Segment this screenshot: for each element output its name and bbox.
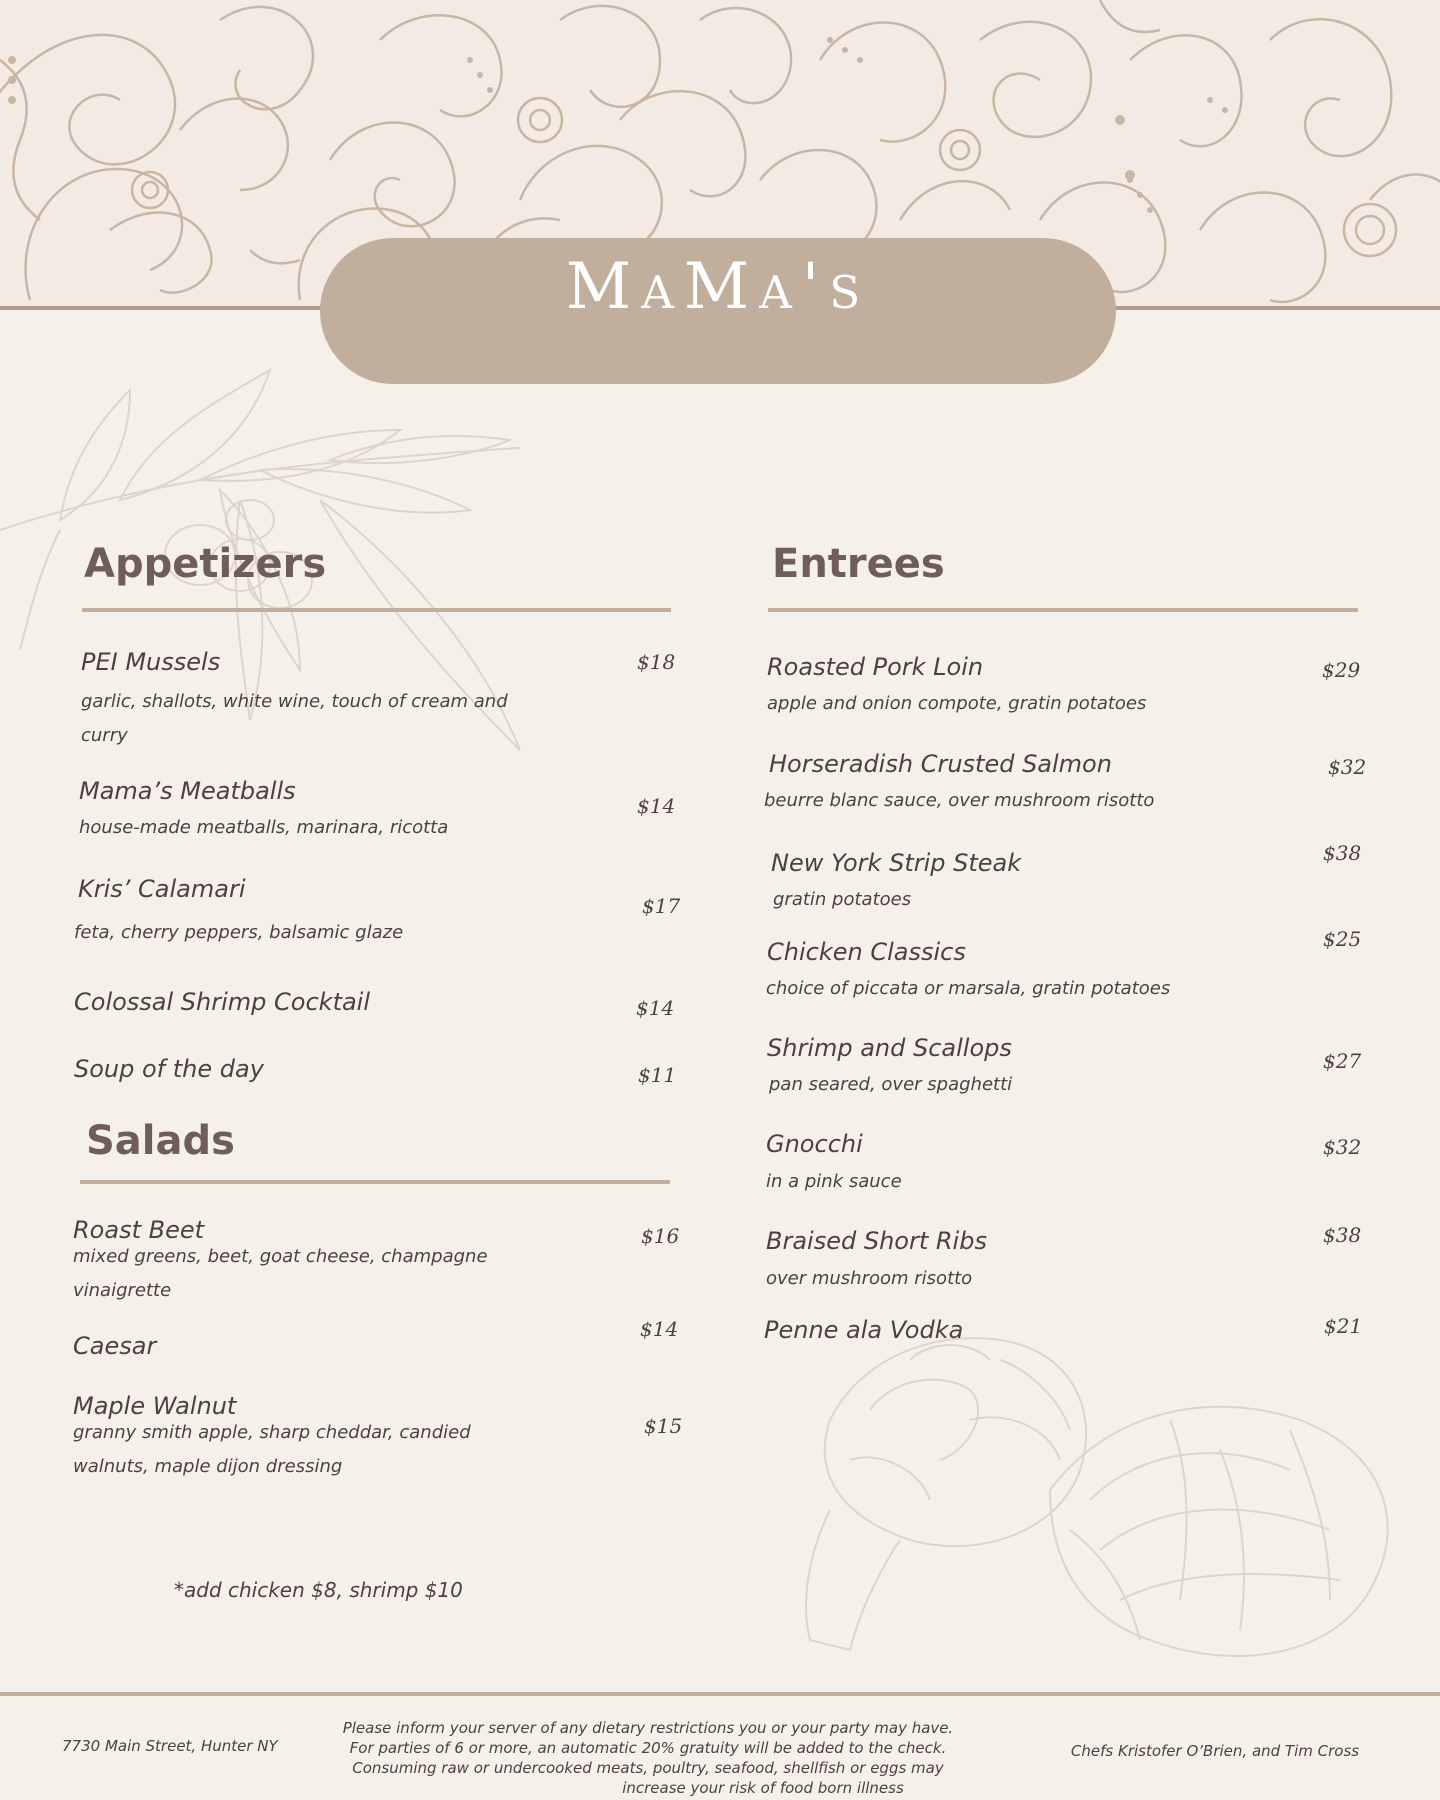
item-name: Gnocchi — [766, 1130, 863, 1158]
item-name: Horseradish Crusted Salmon — [769, 750, 1112, 778]
notice-line: Consuming raw or undercooked meats, poultry, seafood, shellfish or eggs may — [352, 1759, 944, 1777]
menu-item — [74, 875, 681, 955]
item-description: gratin potatoes — [773, 889, 912, 910]
item-description: apple and onion compote, gratin potatoes — [767, 693, 1147, 714]
menu-item — [79, 777, 676, 847]
menu-item — [771, 841, 1367, 921]
menu-item — [73, 1392, 683, 1492]
pattern-dots — [8, 37, 1228, 213]
notice-line: For parties of 6 or more, an automatic 20% gratuity will be added to the check. — [349, 1739, 947, 1757]
item-price: $25 — [1323, 927, 1362, 951]
dietary-notice — [300, 1718, 996, 1798]
section-title-salads: Salads — [86, 1118, 235, 1164]
item-name: Maple Walnut — [73, 1392, 237, 1420]
item-price: $29 — [1322, 658, 1361, 682]
item-price: $38 — [1323, 1223, 1362, 1247]
item-description: feta, cherry peppers, balsamic glaze — [74, 922, 404, 943]
item-description: house-made meatballs, marinara, ricotta — [79, 817, 449, 838]
appetizers-divider — [82, 608, 671, 612]
item-description: beurre blanc sauce, over mushroom risotto — [764, 790, 1155, 811]
menu-item — [766, 1130, 1366, 1202]
item-name: Mama’s Meatballs — [79, 777, 296, 805]
item-name: Caesar — [73, 1332, 157, 1360]
item-name: Braised Short Ribs — [766, 1227, 987, 1255]
menu-item — [767, 653, 1367, 725]
item-price: $15 — [644, 1414, 683, 1438]
item-name: Penne ala Vodka — [764, 1316, 964, 1344]
item-name: Chicken Classics — [767, 938, 966, 966]
item-price: $32 — [1328, 755, 1367, 779]
item-description: over mushroom risotto — [766, 1268, 973, 1289]
section-title-entrees: Entrees — [772, 541, 945, 587]
menu-item — [766, 927, 1367, 1010]
item-description: in a pink sauce — [766, 1171, 902, 1192]
item-price: $27 — [1323, 1049, 1362, 1073]
item-name: PEI Mussels — [81, 648, 221, 676]
item-price: $14 — [637, 794, 676, 818]
item-price: $14 — [636, 996, 675, 1020]
addon-note: *add chicken $8, shrimp $10 — [174, 1578, 463, 1602]
item-price: $18 — [637, 650, 676, 674]
item-name: Soup of the day — [74, 1055, 264, 1083]
item-description: mixed greens, beet, goat cheese, champagne vinaigrette — [73, 1246, 488, 1301]
item-price: $21 — [1324, 1314, 1363, 1338]
item-name: Shrimp and Scallops — [767, 1034, 1012, 1062]
notice-line: Please inform your server of any dietary restrictions you or your party may have. — [342, 1719, 954, 1737]
item-name: Roasted Pork Loin — [767, 653, 984, 681]
menu-item — [764, 750, 1367, 822]
item-price: $17 — [642, 894, 681, 918]
menu-item — [764, 1316, 1366, 1356]
menu-item — [73, 1216, 680, 1316]
item-name: New York Strip Steak — [771, 849, 1022, 877]
artichoke-illustration — [770, 1300, 1410, 1680]
item-price: $38 — [1323, 841, 1362, 865]
item-price: $32 — [1323, 1135, 1362, 1159]
section-title-appetizers: Appetizers — [84, 541, 327, 587]
chefs-credit: Chefs Kristofer O’Brien, and Tim Cross — [1070, 1742, 1360, 1760]
item-price: $14 — [640, 1317, 679, 1341]
entrees-divider — [768, 608, 1358, 612]
menu-item — [766, 1223, 1366, 1299]
menu-item — [74, 988, 675, 1028]
menu-item — [81, 648, 676, 758]
item-name: Kris’ Calamari — [78, 875, 246, 903]
item-name: Colossal Shrimp Cocktail — [74, 988, 371, 1016]
notice-line: increase your risk of food born illness — [622, 1779, 904, 1797]
restaurant-address: 7730 Main Street, Hunter NY — [62, 1737, 278, 1755]
item-price: $11 — [638, 1063, 677, 1087]
item-description: pan seared, over spaghetti — [769, 1074, 1013, 1095]
title-banner — [320, 238, 1116, 384]
item-description: choice of piccata or marsala, gratin potatoes — [766, 978, 1171, 999]
menu-item — [73, 1317, 679, 1360]
item-name: Roast Beet — [73, 1216, 205, 1244]
footer-divider — [0, 1692, 1440, 1696]
menu-item — [74, 1055, 677, 1095]
restaurant-name: MaMa's — [565, 249, 871, 324]
item-price: $16 — [641, 1224, 680, 1248]
item-description: garlic, shallots, white wine, touch of cream and curry — [81, 691, 508, 746]
menu-item — [767, 1034, 1367, 1106]
salads-divider — [80, 1180, 670, 1184]
item-description: granny smith apple, sharp cheddar, candied walnuts, maple dijon dressing — [73, 1422, 471, 1477]
